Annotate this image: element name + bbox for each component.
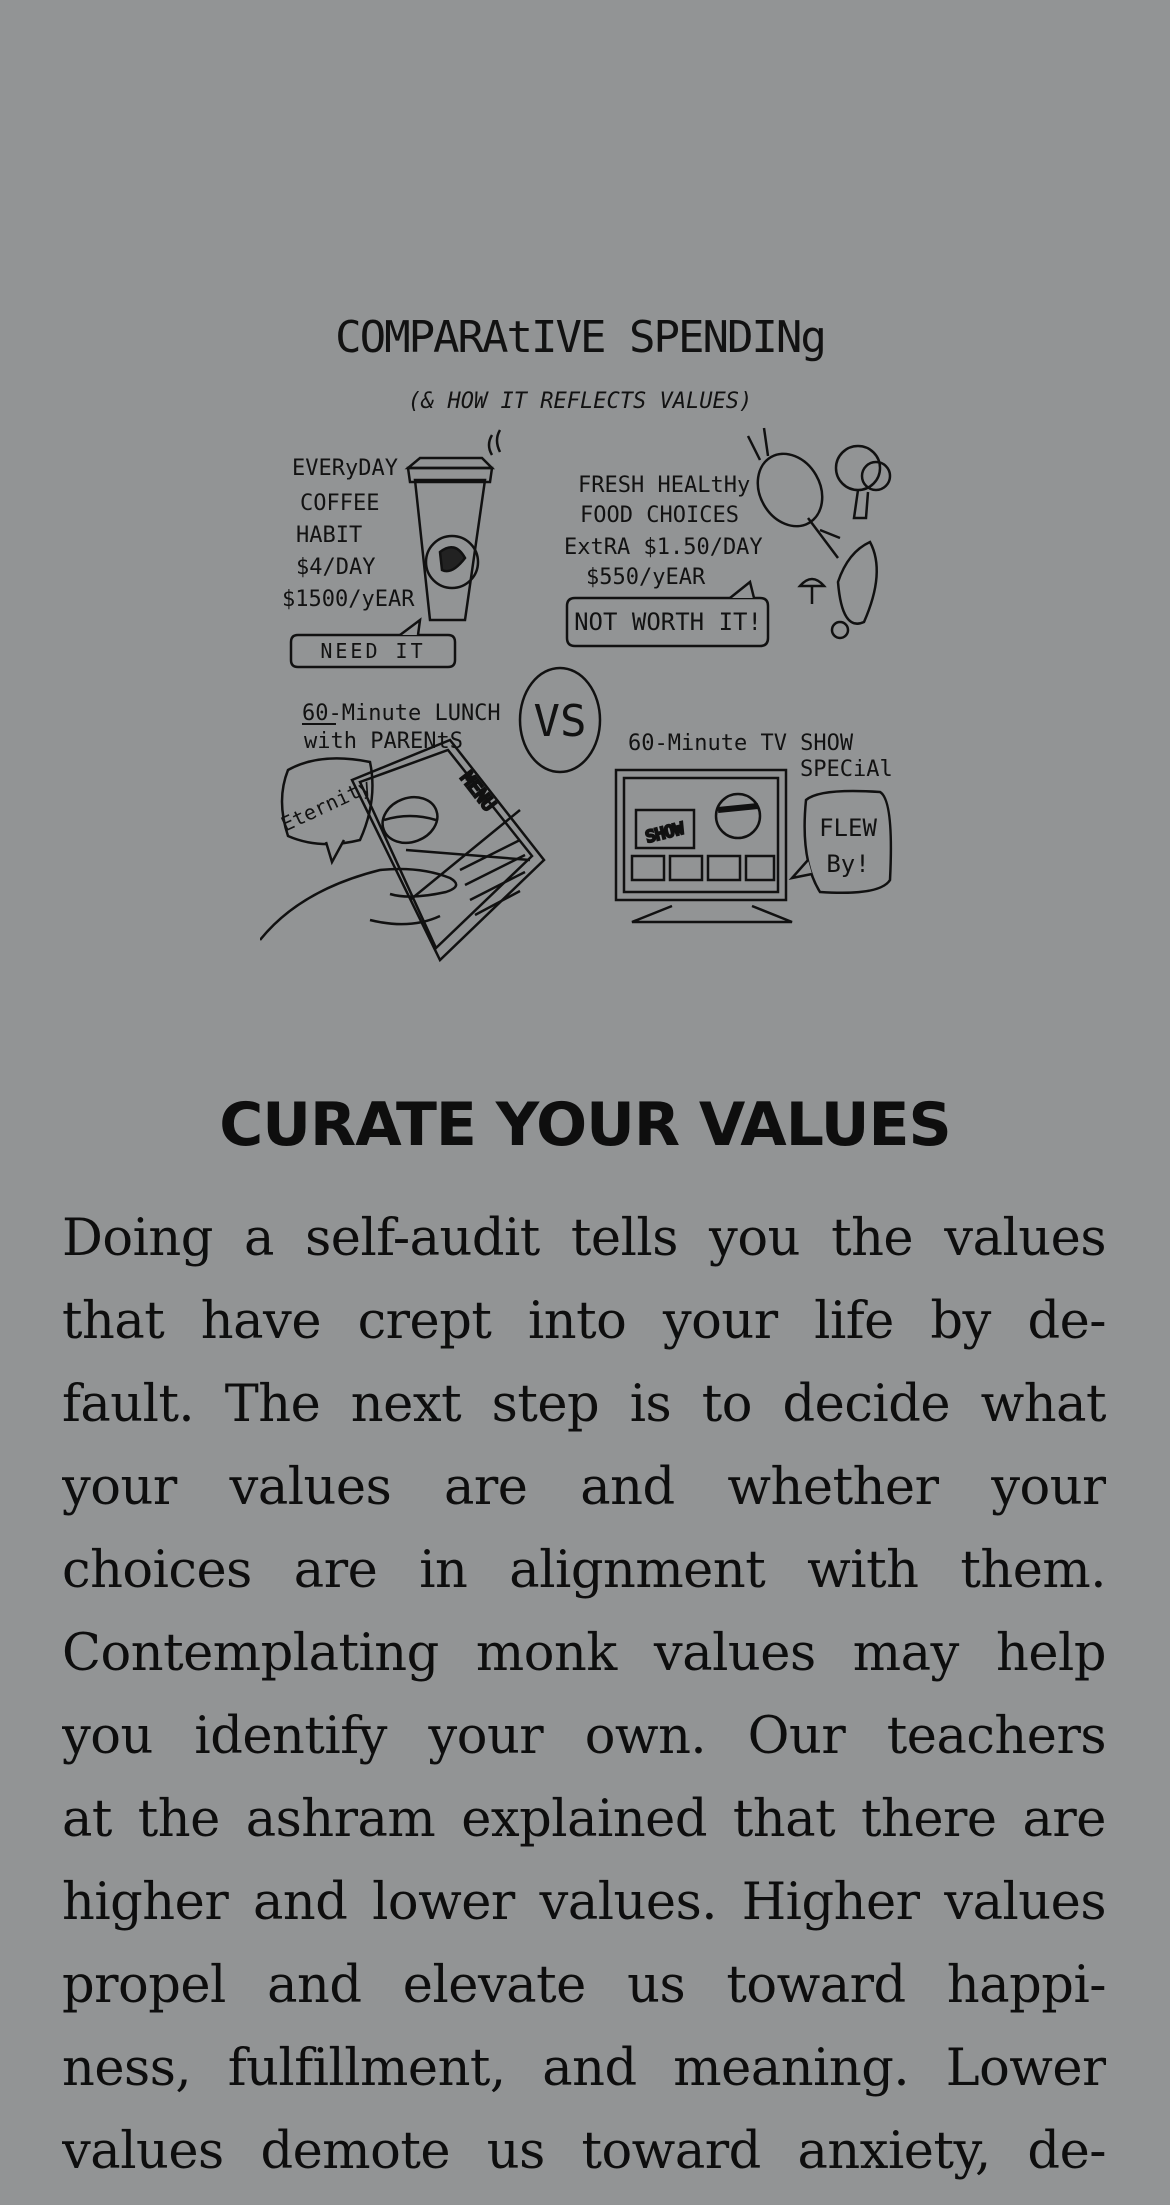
body-line: ness, fulfillment, and meaning. Lower: [62, 2039, 1106, 2098]
food-text: [564, 473, 763, 590]
tv-line: SPECiAl: [800, 757, 893, 782]
food-line: FRESH HEALtHy: [578, 473, 751, 498]
not-worth-it-bubble: [567, 582, 768, 646]
food-line: ExtRA $1.50/DAY: [564, 535, 763, 560]
coffee-line: $1500/yEAR: [282, 587, 415, 612]
body-paragraph: [62, 1197, 1106, 2193]
flew-by-line: FLEW: [819, 814, 877, 842]
food-line: FOOD CHOICES: [580, 503, 739, 528]
eternity-label: Eternity: [277, 773, 375, 837]
illustration-title: COMPARAtIVE SPENDINg: [335, 312, 825, 363]
body-line: Contemplating monk values may help: [62, 1624, 1106, 1683]
tv-icon: [616, 770, 792, 922]
lunch-line: 60-Minute LUNCH: [302, 701, 501, 726]
eternity-bubble: [277, 758, 374, 862]
body-line: propel and elevate us toward happi-: [62, 1956, 1106, 2015]
comparative-spending-illustration: [260, 300, 900, 980]
tv-line: 60-Minute TV SHOW: [628, 731, 854, 756]
coffee-line: HABIT: [296, 523, 363, 548]
tv-screen-label: SHOW: [643, 818, 686, 847]
body-line: your values are and whether your: [62, 1458, 1106, 1517]
coffee-cup-icon: [408, 430, 500, 620]
flew-by-line: By!: [826, 850, 870, 878]
vs-label: VS: [533, 696, 587, 747]
body-line: you identify your own. Our teachers: [62, 1707, 1106, 1766]
menu-label: MENU: [456, 768, 500, 816]
tv-text: [628, 731, 893, 782]
body-line: Doing a self-audit tells you the values: [62, 1209, 1106, 1268]
coffee-line: EVERyDAY: [292, 456, 398, 481]
food-line: $550/yEAR: [586, 565, 706, 590]
flew-by-bubble: [792, 791, 891, 893]
need-it-bubble: [291, 620, 455, 667]
body-line: choices are in alignment with them.: [62, 1541, 1106, 1600]
illustration-subtitle: (& HOW IT REFLECTS VALUES): [407, 389, 753, 414]
coffee-text: [282, 456, 415, 612]
body-line: higher and lower values. Higher values: [62, 1873, 1106, 1932]
body-line: values demote us toward anxiety, de-: [62, 2122, 1106, 2181]
body-line: that have crept into your life by de-: [62, 1292, 1106, 1351]
menu-icon: [260, 740, 544, 960]
vs-badge: [520, 668, 600, 772]
body-line: fault. The next step is to decide what: [62, 1375, 1106, 1434]
lunch-line: with PARENtS: [304, 729, 463, 754]
body-line: at the ashram explained that there are: [62, 1790, 1106, 1849]
not-worth-it-label: NOT WORTH IT!: [574, 608, 762, 636]
section-heading: CURATE YOUR VALUES: [219, 1090, 951, 1160]
coffee-line: $4/DAY: [296, 555, 376, 580]
need-it-label: NEED IT: [320, 639, 426, 663]
lunch-text: [302, 701, 501, 754]
coffee-line: COFFEE: [300, 491, 380, 516]
illustration-svg: [260, 300, 900, 980]
